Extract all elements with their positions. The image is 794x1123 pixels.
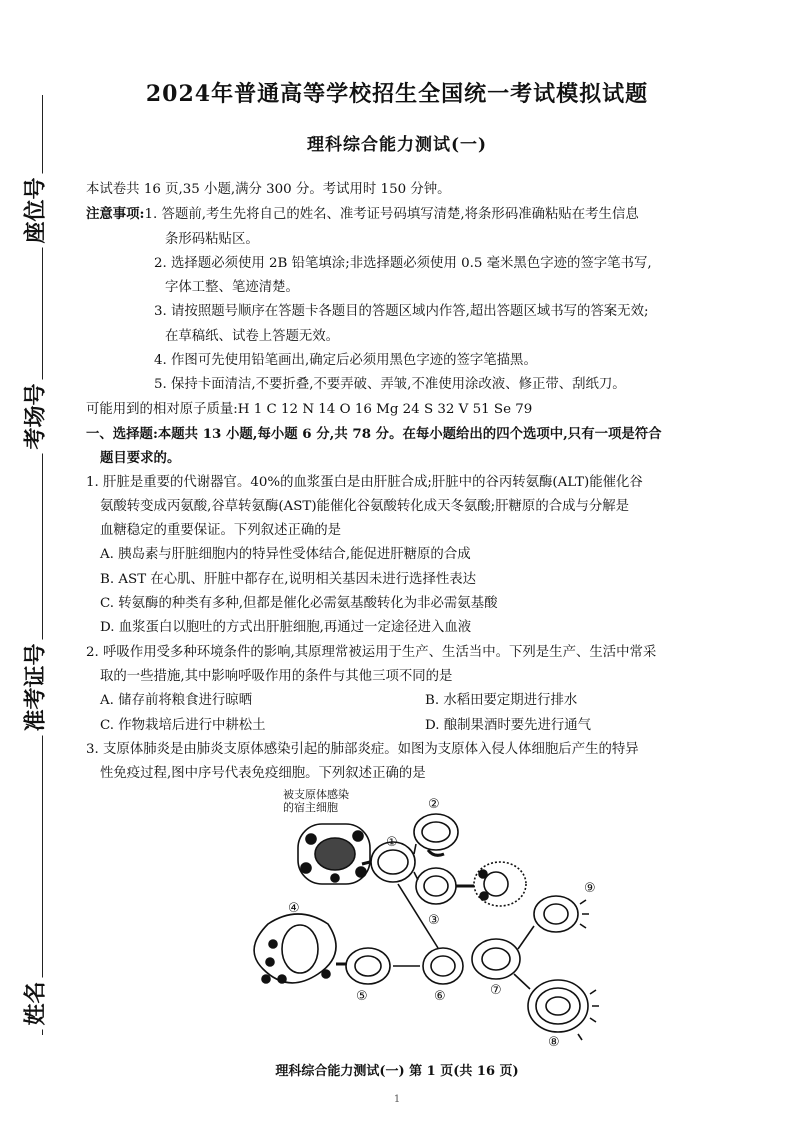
notice-item-3-cont: 在草稿纸、试卷上答题无效。 xyxy=(165,328,340,344)
question-1-option-a: A. 胰岛素与肝脏细胞内的特异性受体结合,能促进肝糖原的合成 xyxy=(100,547,471,563)
name-label: 姓名 xyxy=(19,990,50,1030)
admission-number-label: 准考证号 xyxy=(19,696,50,736)
cell-6 xyxy=(423,948,463,984)
exam-content xyxy=(86,178,750,786)
seat-number-label: 座位号 xyxy=(19,208,50,248)
question-2-option-b: B. 水稻田要定期进行排水 xyxy=(425,693,578,709)
question-1-option-d: D. 血浆蛋白以胞吐的方式出肝脏细胞,再通过一定途径进入血液 xyxy=(100,620,472,636)
figure-caption: 被支原体感染 的宿主细胞 xyxy=(283,788,349,814)
question-1-stem-3: 血糖稳定的重要保证。下列叙述正确的是 xyxy=(100,523,342,539)
label-9: ⑨ xyxy=(584,881,596,896)
notice-item-1-cont: 条形码粘贴区。 xyxy=(165,231,259,247)
section-heading-cont: 题目要求的。 xyxy=(100,450,181,467)
section-heading: 一、选择题:本题共 13 小题,每小题 6 分,共 78 分。在每小题给出的四个选项中,只有一项是符合 xyxy=(86,425,662,442)
question-2-option-d: D. 酿制果酒时要先进行通气 xyxy=(425,717,592,733)
question-3-stem: 3. 支原体肺炎是由肺炎支原体感染引起的肺部炎症。如图为支原体入侵人体细胞后产生的特异 xyxy=(86,741,639,757)
label-4: ④ xyxy=(288,901,300,916)
immune-process-figure xyxy=(238,784,758,1050)
cell-3 xyxy=(416,862,526,906)
page-footer: 理科综合能力测试(一) 第 1 页(共 16 页) xyxy=(275,1064,519,1079)
question-1-option-c: C. 转氨酶的种类有多种,但都是催化必需氨基酸转化为非必需氨基酸 xyxy=(100,596,498,612)
cell-7 xyxy=(472,939,520,979)
cell-5 xyxy=(336,948,390,984)
binding-strip xyxy=(0,0,60,1123)
notice-item-3: 3. 请按照题号顺序在答题卡各题目的答题区域内作答,超出答题区域书写的答案无效; xyxy=(154,304,649,320)
label-5: ⑤ xyxy=(356,989,368,1004)
notice-item-2-cont: 字体工整、笔迹清楚。 xyxy=(165,280,299,296)
question-2-options-row-1 xyxy=(86,689,750,713)
notice-item-1: 注意事项:1. 答题前,考生先将自己的姓名、准考证号码填写清楚,将条形码准确粘贴在考生信息 xyxy=(86,206,639,223)
atomic-masses: 可能用到的相对原子质量:H 1 C 12 N 14 O 16 Mg 24 S 32 V 51 Se 79 xyxy=(86,401,533,417)
question-3-stem-2: 性免疫过程,图中序号代表免疫细胞。下列叙述正确的是 xyxy=(100,766,426,782)
notice-item-4: 4. 作图可先使用铅笔画出,确定后必须用黑色字迹的签字笔描黑。 xyxy=(154,353,537,369)
intro-text: 本试卷共 16 页,35 小题,满分 300 分。考试用时 150 分钟。 xyxy=(86,182,451,197)
question-2-options-row-2 xyxy=(86,714,750,738)
notice-label: 注意事项: xyxy=(86,206,145,223)
label-2: ② xyxy=(428,797,440,812)
label-8: ⑧ xyxy=(548,1035,560,1050)
question-1-stem: 1. 肝脏是重要的代谢器官。40%的血浆蛋白是由肝脏合成;肝脏中的谷丙转氨酶(ALT)能催化谷 xyxy=(86,474,643,490)
question-1-stem-2: 氨酸转变成丙氨酸,谷草转氨酶(AST)能催化谷氨酸转化成天冬氨酸;肝糖原的合成与分解是 xyxy=(100,498,630,514)
page-subtitle: 理科综合能力测试(一) xyxy=(306,135,488,155)
cell-4 xyxy=(254,914,336,983)
notice-item-2: 2. 选择题必须使用 2B 铅笔填涂;非选择题必须使用 0.5 毫米黑色字迹的签字笔书写, xyxy=(154,255,652,271)
label-3: ③ xyxy=(428,913,440,928)
question-2-option-a: A. 储存前将粮食进行晾晒 xyxy=(100,693,253,709)
question-2-stem: 2. 呼吸作用受多种环境条件的影响,其原理常被运用于生产、生活当中。下列是生产、生活中常采 xyxy=(86,644,657,660)
question-1-option-b: B. AST 在心肌、肝脏中都存在,说明相关基因未进行选择性表达 xyxy=(100,571,477,587)
label-7: ⑦ xyxy=(490,983,502,998)
cell-9 xyxy=(534,896,589,932)
question-2-option-c: C. 作物栽培后进行中耕松土 xyxy=(100,717,266,733)
page-number: 1 xyxy=(393,1094,401,1105)
cell-8 xyxy=(528,980,599,1040)
notice-item-5: 5. 保持卡面清洁,不要折叠,不要弄破、弄皱,不准使用涂改液、修正带、刮纸刀。 xyxy=(154,377,626,393)
exam-room-label: 考场号 xyxy=(19,414,50,454)
cell-2 xyxy=(414,814,458,855)
label-6: ⑥ xyxy=(434,989,446,1004)
question-2-stem-2: 取的一些措施,其中影响呼吸作用的条件与其他三项不同的是 xyxy=(100,668,453,684)
label-1: ① xyxy=(386,835,398,850)
page-title: 2024年普通高等学校招生全国统一考试模拟试题 xyxy=(145,81,649,107)
host-cell xyxy=(298,824,370,884)
